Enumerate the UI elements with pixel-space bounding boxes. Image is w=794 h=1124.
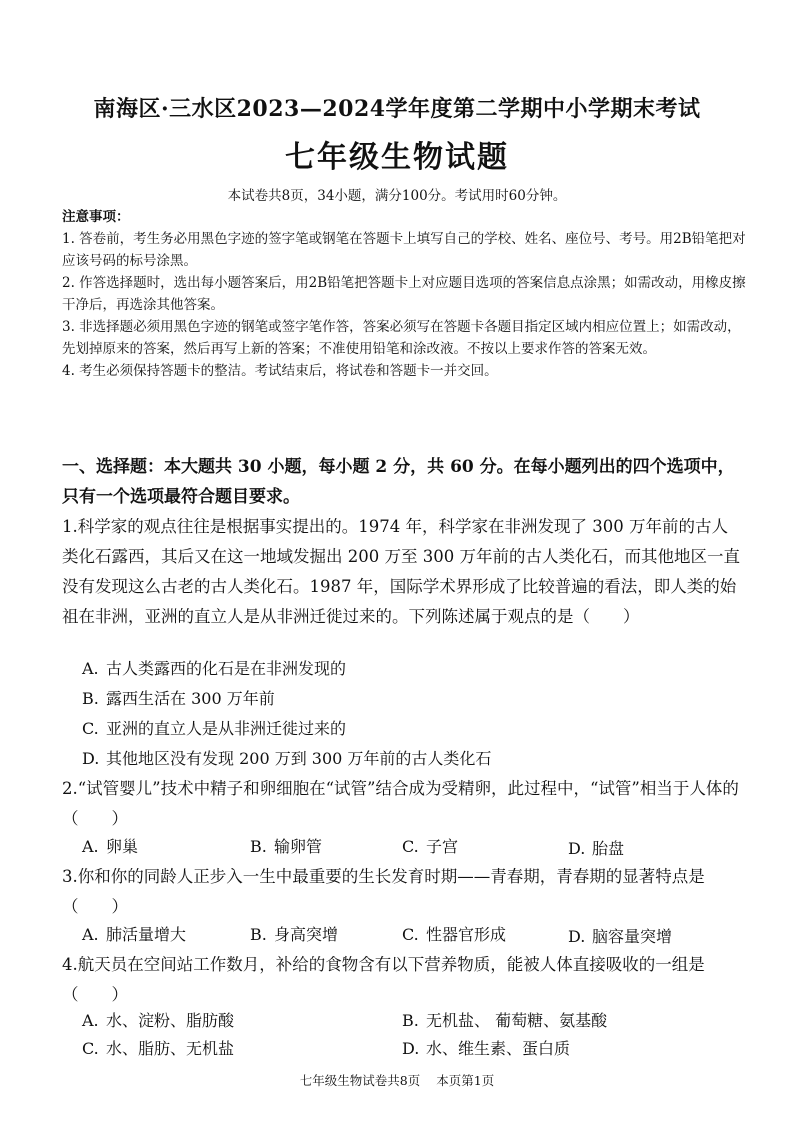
q4-option-d[interactable] <box>402 1034 570 1064</box>
q3-option-a[interactable] <box>82 920 186 950</box>
option-text: 输卵管 <box>274 837 323 856</box>
option-text: 水、脂肪、无机盐 <box>106 1039 235 1058</box>
page-footer <box>0 1071 794 1089</box>
footer-total-pages: 七年级生物试卷共8页 <box>299 1073 421 1088</box>
q4-option-b[interactable] <box>402 1006 607 1036</box>
option-text: 露西生活在 300 万年前 <box>106 689 275 708</box>
note-item: 1. 答卷前，考生务必用黑色字迹的签字笔或钢笔在答题卡上填写自己的学校、姓名、座位号、考号。用2B铅笔把对应该号码的标号涂黑。 <box>62 231 746 269</box>
q1-option-a[interactable] <box>82 654 346 684</box>
option-text: 肺活量增大 <box>106 925 187 944</box>
option-text: 古人类露西的化石是在非洲发现的 <box>106 659 347 678</box>
option-text: 卵巢 <box>106 837 139 856</box>
option-key: B. <box>82 689 99 708</box>
option-key: A. <box>82 837 99 856</box>
option-key: D. <box>402 1039 420 1058</box>
q4-option-c[interactable] <box>82 1034 234 1064</box>
option-text: 脑容量突增 <box>592 927 673 946</box>
question-text: 3.你和你的同龄人正步入一生中最重要的生长发育时期——青春期，青春期的显著特点是（ ） <box>62 867 705 916</box>
q1-option-b[interactable] <box>82 684 275 714</box>
option-key: C. <box>402 837 419 856</box>
option-text: 性器官形成 <box>426 925 507 944</box>
option-text: 其他地区没有发现 200 万到 300 万年前的古人类化石 <box>106 749 492 768</box>
note-item: 3. 非选择题必须用黑色字迹的钢笔或签字笔作答，答案必须写在答题卡各题目指定区域内相应位置上；如需改动，先划掉原来的答案，然后再写上新的答案；不准使用铅笔和涂改液。不按以上要求作答的答案无效。 <box>62 319 741 357</box>
option-key: C. <box>82 719 99 738</box>
option-key: B. <box>402 1011 419 1030</box>
q3-option-c[interactable] <box>402 920 506 950</box>
option-key: D. <box>82 749 100 768</box>
exam-title: 南海区·三水区2023—2024学年度第二学期中小学期末考试 <box>93 96 701 122</box>
q2-option-a[interactable] <box>82 832 138 862</box>
question-2-stem <box>62 774 742 834</box>
option-text: 身高突增 <box>274 925 339 944</box>
option-key: A. <box>82 659 99 678</box>
option-text: 水、维生素、蛋白质 <box>426 1039 571 1058</box>
option-text: 子宫 <box>426 837 459 856</box>
notes-heading: 注意事项： <box>62 209 130 225</box>
q3-option-b[interactable] <box>250 920 338 950</box>
note-item: 2. 作答选择题时，选出每小题答案后，用2B铅笔把答题卡上对应题目选项的答案信息点涂黑；如需改动，用橡皮擦干净后，再选涂其他答案。 <box>62 275 746 313</box>
option-key: D. <box>568 927 586 946</box>
q1-option-d[interactable] <box>82 744 491 774</box>
option-key: A. <box>82 925 99 944</box>
question-text: 2.“试管婴儿”技术中精子和卵细胞在“试管”结合成为受精卵，此过程中，“试管”相当于人体的（ ） <box>62 779 739 828</box>
option-text: 水、淀粉、脂肪酸 <box>106 1011 235 1030</box>
q2-option-d[interactable] <box>568 834 624 864</box>
subject-title: 七年级生物试题 <box>285 140 509 175</box>
exam-info: 本试卷共8页，34小题，满分100分。考试用时60分钟。 <box>227 188 567 204</box>
section-heading: 一、选择题：本大题共 30 小题，每小题 2 分，共 60 分。在每小题列出的四个选项中，只有一个选项最符合题目要求。 <box>62 457 735 507</box>
q3-option-d[interactable] <box>568 922 672 952</box>
question-text: 1.科学家的观点往往是根据事实提出的。1974 年，科学家在非洲发现了 300 万年前的古人类化石露西，其后又在这一地域发掘出 200 万至 300 万年前的古人类化石，而其他地区一直没有发现这么古老的古人类化石。1987 年，国际学术界形成了比较普遍的看法，即人类的始祖在非洲，亚洲的直立人是从非洲迁徙过来的。下列陈述属于观点的是（ ） <box>62 517 740 626</box>
option-key: C. <box>82 1039 99 1058</box>
q4-option-a[interactable] <box>82 1006 234 1036</box>
question-3-stem <box>62 862 742 922</box>
option-text: 胎盘 <box>592 839 625 858</box>
q2-option-c[interactable] <box>402 832 458 862</box>
question-1-stem <box>62 512 742 632</box>
q2-option-b[interactable] <box>250 832 322 862</box>
option-key: B. <box>250 925 267 944</box>
note-item: 4. 考生必须保持答题卡的整洁。考试结束后，将试卷和答题卡一并交回。 <box>62 363 498 379</box>
option-key: B. <box>250 837 267 856</box>
footer-page-number: 本页第1页 <box>436 1073 495 1088</box>
option-key: C. <box>402 925 419 944</box>
option-text: 无机盐、 葡萄糖、氨基酸 <box>426 1011 608 1030</box>
question-text: 4.航天员在空间站工作数月，补给的食物含有以下营养物质，能被人体直接吸收的一组是（ ） <box>62 955 705 1004</box>
option-key: D. <box>568 839 586 858</box>
question-4-stem <box>62 950 742 1010</box>
q1-option-c[interactable] <box>82 714 346 744</box>
option-text: 亚洲的直立人是从非洲迁徙过来的 <box>106 719 347 738</box>
notes-block <box>62 206 752 382</box>
option-key: A. <box>82 1011 99 1030</box>
